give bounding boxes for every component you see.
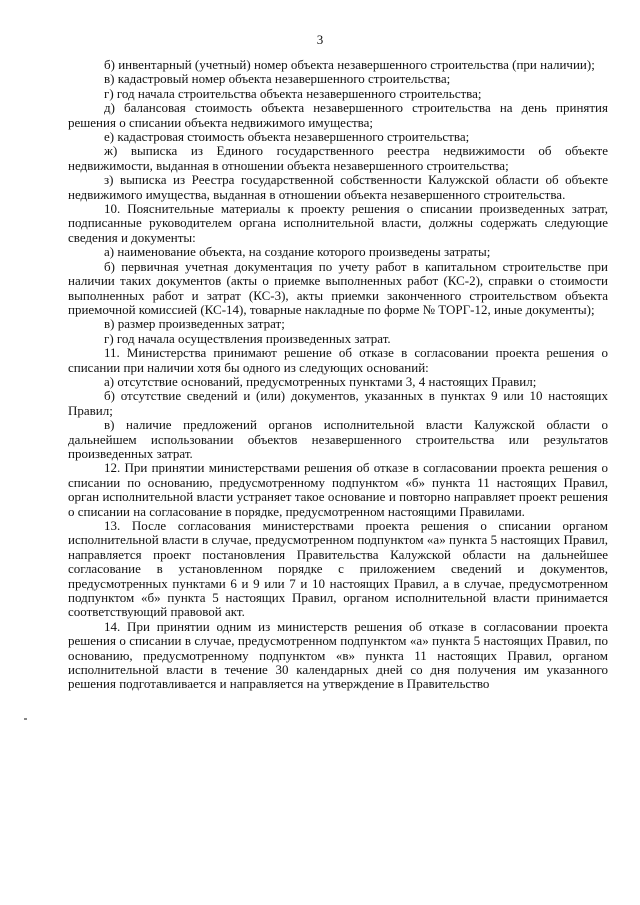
paragraph-9b: б) инвентарный (учетный) номер объекта незавершенного строительства (при наличии); — [104, 57, 595, 72]
paragraph-10a: а) наименование объекта, на создание которого произведены затраты; — [104, 244, 491, 260]
scan-artifact — [24, 718, 27, 720]
paragraph-9zh: ж) выписка из Единого государственного реестра недвижимости об объекте недвижимости, выданная в отношении объекта незавершенного строительства; — [68, 143, 608, 173]
paragraph-10b: б) первичная учетная документация по учету работ в капитальном строительстве при наличии таких документов (акты о приемке выполненных работ (КС-2), справки о стоимости выполненных работ и затрат (КС-3), акты приемки законченного строительством объекта приемочной комиссией (КС-14), товарные накладные по форме № ТОРГ-12, иные документы); — [68, 258, 608, 317]
paragraph-11a: а) отсутствие оснований, предусмотренных пунктами 3, 4 настоящих Правил; — [104, 373, 537, 389]
paragraph-13: 13. После согласования министерствами проекта решения о списании органом исполнительной власти в случае, предусмотренном подпунктом «а» пункта 5 настоящих Правил, направляется проект постановления Правительства Калужской области на дальнейшее согласование в установленном порядке с приложением сведений и документов, предусмотренных пунктами 6 и 9 или 7 и 10 настоящих Правил, а в случае, предусмотренном подпунктом «б» пункта 5 настоящих Правил, органом исполнительной власти принимается соответствующий правовой акт. — [68, 518, 608, 620]
document-body — [68, 58, 608, 692]
paragraph-9v: в) кадастровый номер объекта незавершенного строительства; — [104, 71, 451, 87]
paragraph-10v: в) размер произведенных затрат; — [104, 316, 285, 332]
paragraph-11v: в) наличие предложений органов исполнительной власти Калужской области о дальнейшем использовании объектов незавершенного строительства или результатов произведенных затрат. — [68, 417, 608, 461]
paragraph-9z: з) выписка из Реестра государственной собственности Калужской области об объекте недвижимого имущества, выданная в отношении объекта незавершенного строительства. — [68, 172, 608, 202]
paragraph-9e: е) кадастровая стоимость объекта незавершенного строительства; — [104, 129, 470, 145]
paragraph-11: 11. Министерства принимают решение об отказе в согласовании проекта решения о списании при наличии хотя бы одного из следующих оснований: — [68, 345, 608, 375]
paragraph-10g: г) год начала осуществления произведенных затрат. — [104, 330, 391, 346]
paragraph-9d: д) балансовая стоимость объекта незавершенного строительства на день принятия решения о списании объекта недвижимого имущества; — [68, 100, 608, 130]
paragraph-12: 12. При принятии министерствами решения об отказе в согласовании проекта решения о списании по основанию, предусмотренному подпунктом «б» пункта 11 настоящих Правил, орган исполнительной власти устраняет такое основание и повторно направляет проект решения о списании на согласование в порядке, предусмотренном настоящими Правилами. — [68, 460, 608, 519]
paragraph-11b: б) отсутствие сведений и (или) документов, указанных в пунктах 9 или 10 настоящих Правил; — [68, 388, 608, 418]
paragraph-10: 10. Пояснительные материалы к проекту решения о списании произведенных затрат, подписанные руководителем органа исполнительной власти, должны содержать следующие сведения и документы: — [68, 201, 608, 245]
paragraph-9g: г) год начала строительства объекта незавершенного строительства; — [104, 85, 482, 101]
page-number: 3 — [316, 32, 324, 47]
paragraph-14: 14. При принятии одним из министерств решения об отказе в согласовании проекта решения о списании в случае, предусмотренном подпунктом «а» пункта 5 настоящих Правил, по основанию, предусмотренному подпунктом «в» пункта 11 настоящих Правил, органом исполнительной власти в течение 30 календарных дней со дня получения им указанного решения подготавливается и направляется на утверждение в Правительство — [68, 618, 608, 692]
